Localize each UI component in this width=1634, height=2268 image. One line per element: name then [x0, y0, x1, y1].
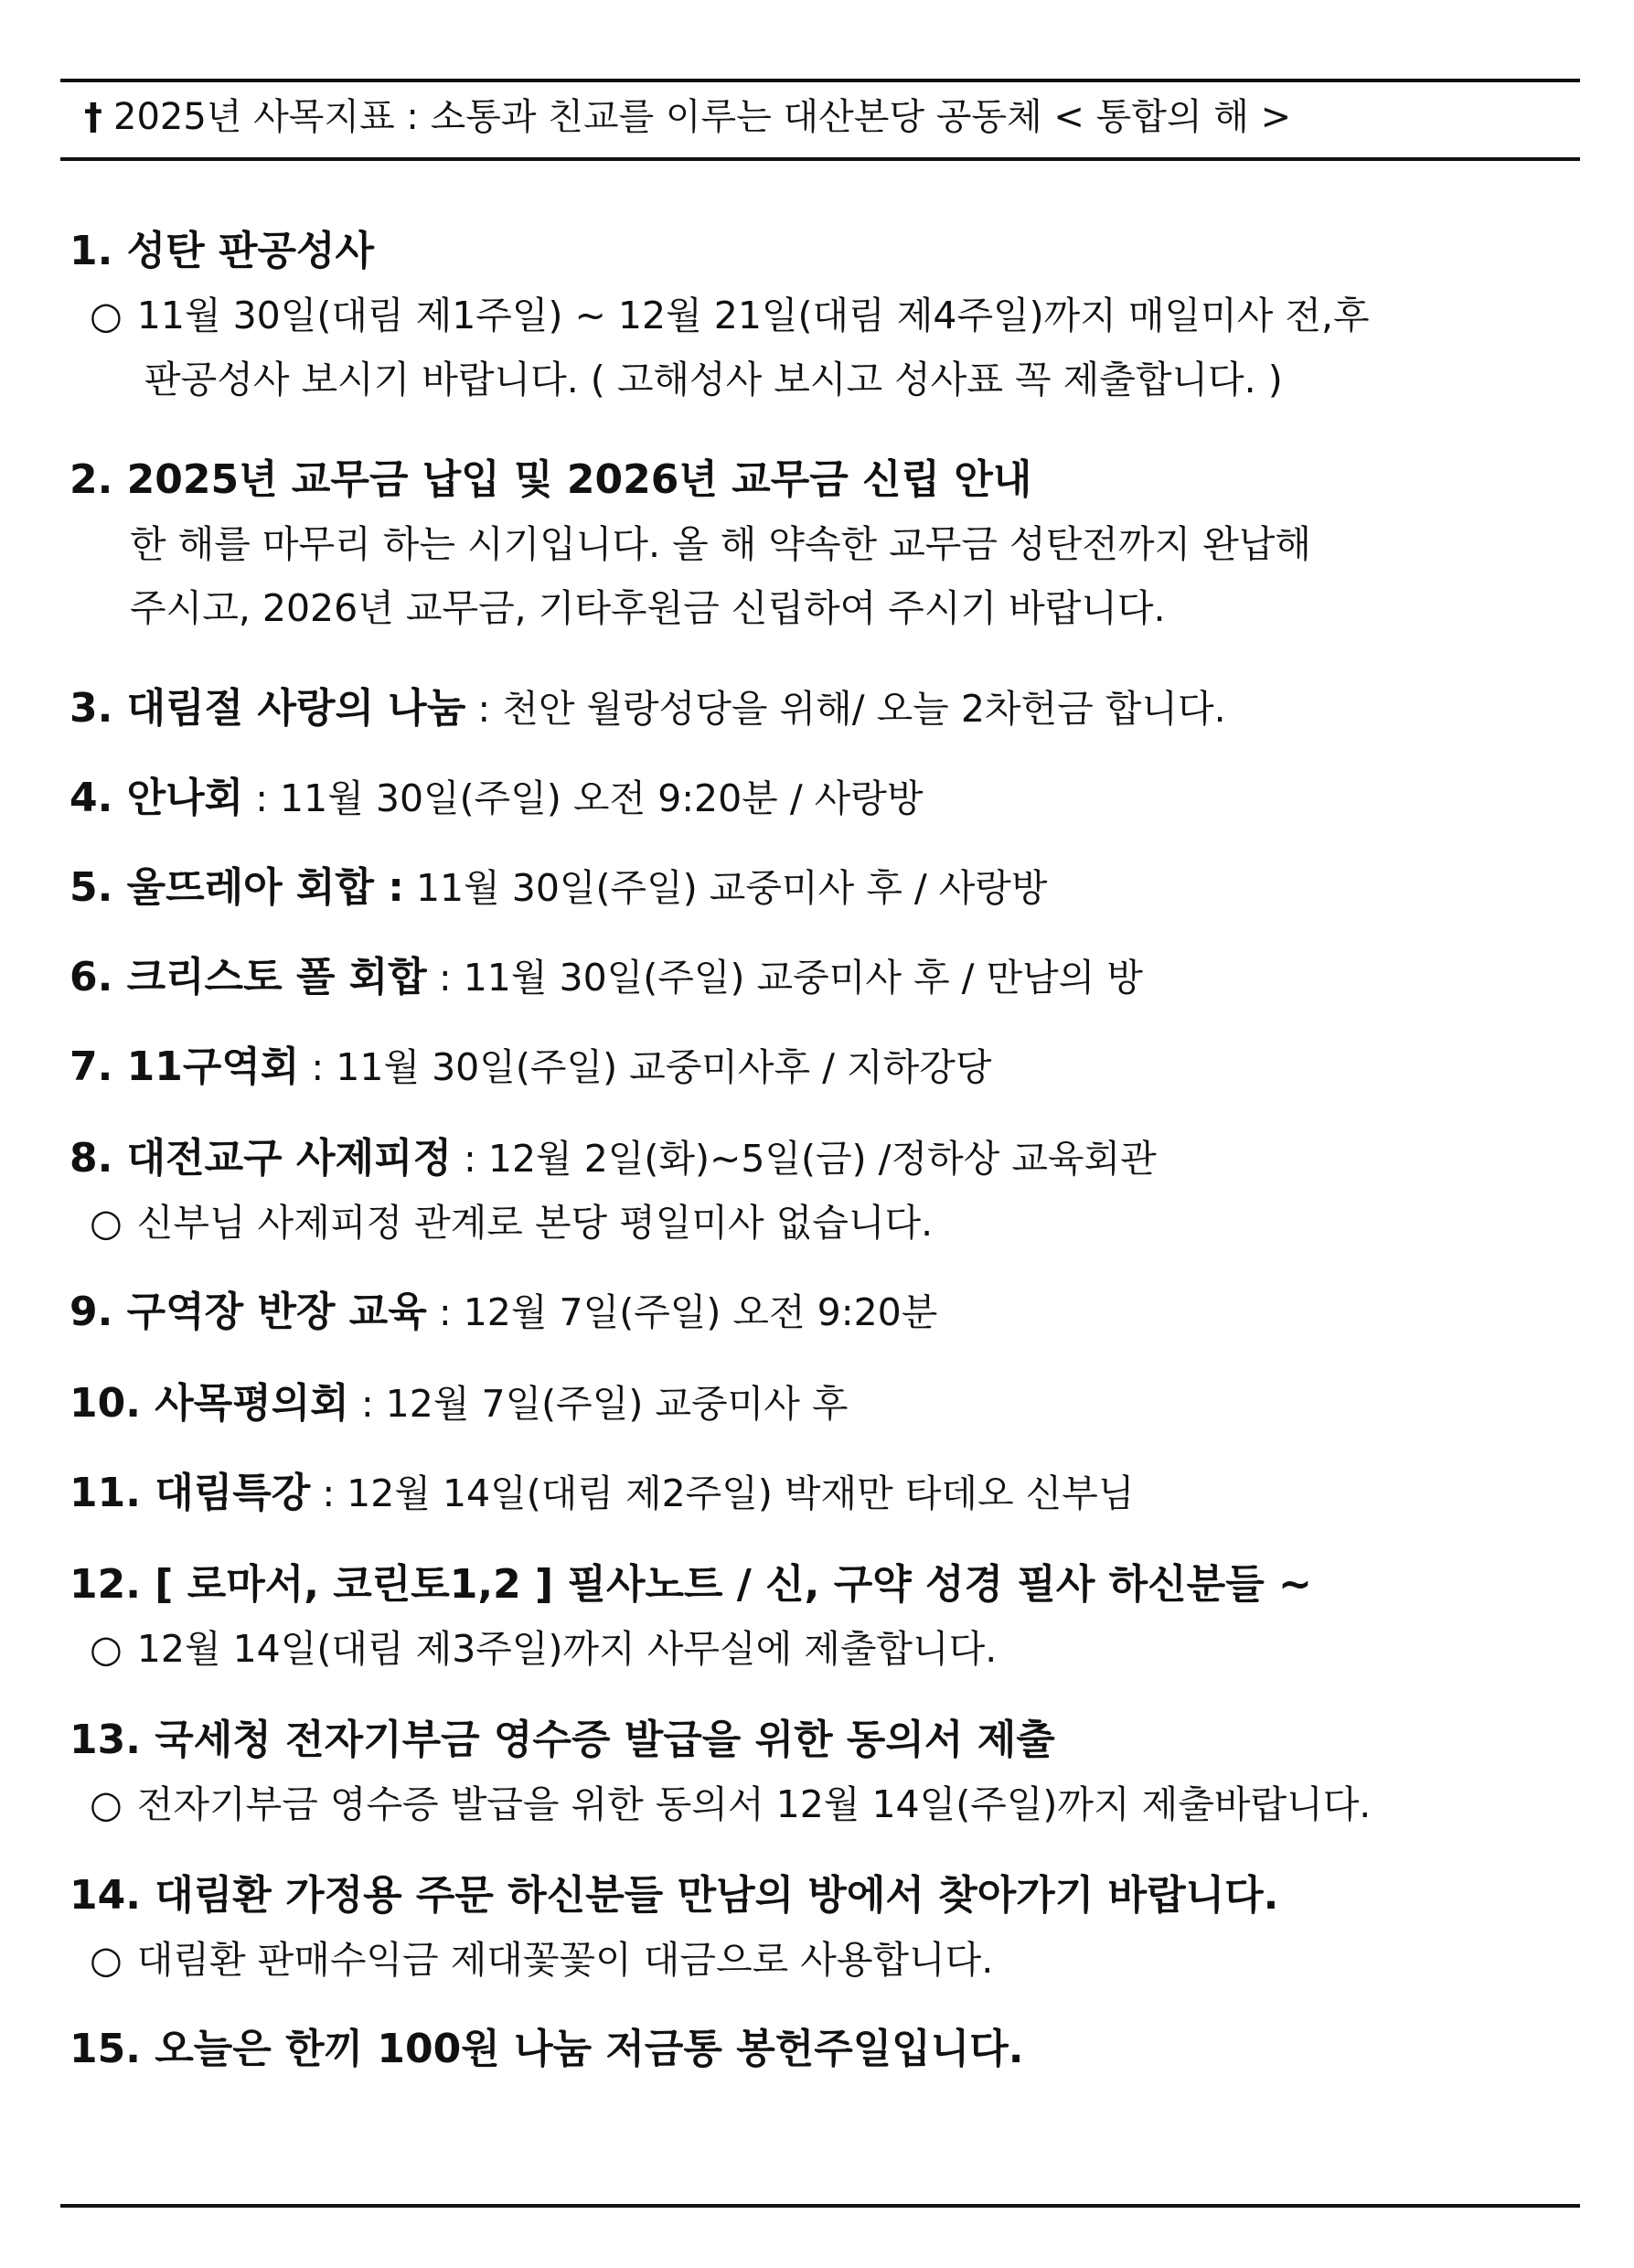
notice-detail: : 11월 30일(주일) 교중미사후 / 지하강당	[299, 1045, 992, 1089]
notice-detail: : 12월 14일(대림 제2주일) 박재만 타데오 신부님	[310, 1471, 1135, 1515]
notice-item-2	[69, 448, 1311, 640]
notice-heading: 4. 안나회	[69, 775, 244, 821]
pastoral-motto	[84, 90, 1291, 144]
header-rule	[60, 157, 1580, 161]
bottom-rule	[60, 2204, 1580, 2208]
top-rule	[60, 79, 1580, 82]
notice-item-8	[69, 1127, 1157, 1255]
notice-detail: : 11월 30일(주일) 오전 9:20분 / 사랑방	[243, 776, 924, 820]
notice-detail: : 12월 2일(화)~5일(금) /정하상 교육회관	[452, 1137, 1157, 1181]
notice-detail: : 12월 7일(주일) 교중미사 후	[348, 1382, 849, 1426]
notice-sub-line	[69, 1772, 1371, 1836]
notice-heading: 9. 구역장 반장 교육	[69, 1289, 427, 1335]
notice-sub-text: 11월 30일(대림 제1주일) ~ 12월 21일(대림 제4주일)까지 매일미사 전,후	[136, 294, 1370, 337]
notice-sub-text: 전자기부금 영수증 발급을 위한 동의서 12월 14일(주일)까지 제출바랍니다.	[136, 1782, 1372, 1826]
notice-heading: 14. 대림환 가정용 주문 하신분들 만남의 방에서 찾아가기 바랍니다.	[69, 1872, 1279, 1919]
notice-sub-line	[69, 284, 1370, 348]
notice-detail: : 천안 월랑성당을 위해/ 오늘 2차헌금 합니다.	[465, 687, 1226, 731]
notice-item-10	[69, 1372, 848, 1436]
notice-heading: 8. 대전교구 사제피정	[69, 1135, 452, 1182]
notice-detail: : 11월 30일(주일) 교중미사 후 / 만남의 방	[426, 956, 1143, 1000]
notice-cont-line: 판공성사 보시기 바랍니다. ( 고해성사 보시고 성사표 꼭 제출합니다. )	[144, 358, 1283, 401]
notice-heading: 13. 국세청 전자기부금 영수증 발급을 위한 동의서 제출	[69, 1717, 1055, 1763]
notice-item-3	[69, 677, 1226, 741]
notice-body-line: 한 해를 마무리 하는 시기입니다. 올 해 약속한 교무금 성탄전까지 완납해	[130, 522, 1311, 566]
notice-detail: : 12월 7일(주일) 오전 9:20분	[426, 1290, 938, 1334]
notice-heading: 5. 울뜨레아 회합 :	[69, 864, 404, 911]
notice-heading: 6. 크리스토 폴 회합	[69, 954, 427, 1000]
notice-item-11	[69, 1461, 1134, 1525]
notice-heading: 10. 사목평의회	[69, 1380, 349, 1427]
notice-item-13	[69, 1708, 1371, 1836]
notice-heading: 11. 대림특강	[69, 1470, 311, 1516]
circle-bullet-icon: ○	[90, 1938, 123, 1982]
notice-item-14	[69, 1864, 1278, 1992]
circle-bullet-icon: ○	[90, 1627, 123, 1671]
motto-text: 2025년 사목지표 : 소통과 친교를 이루는 대산본당 공동체 < 통합의 해 >	[113, 96, 1292, 138]
notice-item-4	[69, 766, 924, 830]
notice-body-line: 주시고, 2026년 교무금, 기타후원금 신립하여 주시기 바랍니다.	[130, 586, 1166, 630]
notice-sub-line	[69, 1928, 1278, 1992]
notice-heading: 7. 11구역회	[69, 1043, 300, 1090]
notice-item-6	[69, 946, 1143, 1010]
circle-bullet-icon: ○	[90, 1782, 123, 1826]
cross-icon: †	[84, 96, 102, 138]
notice-sub-text: 12월 14일(대림 제3주일)까지 사무실에 제출합니다.	[136, 1627, 998, 1671]
notice-heading: 2. 2025년 교무금 납입 및 2026년 교무금 신립 안내	[69, 456, 1032, 503]
notice-item-15	[69, 2017, 1024, 2081]
notice-item-1	[69, 219, 1370, 412]
notice-heading: 12. [ 로마서, 코린토1,2 ] 필사노트 / 신, 구약 성경 필사 하신분들 ~	[69, 1561, 1312, 1608]
circle-bullet-icon: ○	[90, 1201, 123, 1245]
notice-item-12	[69, 1553, 1312, 1681]
notice-sub-line	[69, 1191, 1157, 1255]
notice-heading: 15. 오늘은 한끼 100원 나눔 저금통 봉헌주일입니다.	[69, 2026, 1024, 2072]
notice-sub-text: 신부님 사제피정 관계로 본당 평일미사 없습니다.	[136, 1201, 934, 1245]
notice-item-5	[69, 856, 1048, 920]
circle-bullet-icon: ○	[90, 294, 123, 337]
notice-item-7	[69, 1035, 991, 1099]
notice-item-9	[69, 1280, 937, 1344]
notice-heading: 3. 대림절 사랑의 나눔	[69, 685, 466, 732]
notice-heading: 1. 성탄 판공성사	[69, 228, 374, 274]
notice-sub-line	[69, 1617, 1312, 1681]
notice-sub-text: 대림환 판매수익금 제대꽃꽃이 대금으로 사용합니다.	[136, 1938, 994, 1982]
notice-detail: 11월 30일(주일) 교중미사 후 / 사랑방	[403, 866, 1048, 910]
